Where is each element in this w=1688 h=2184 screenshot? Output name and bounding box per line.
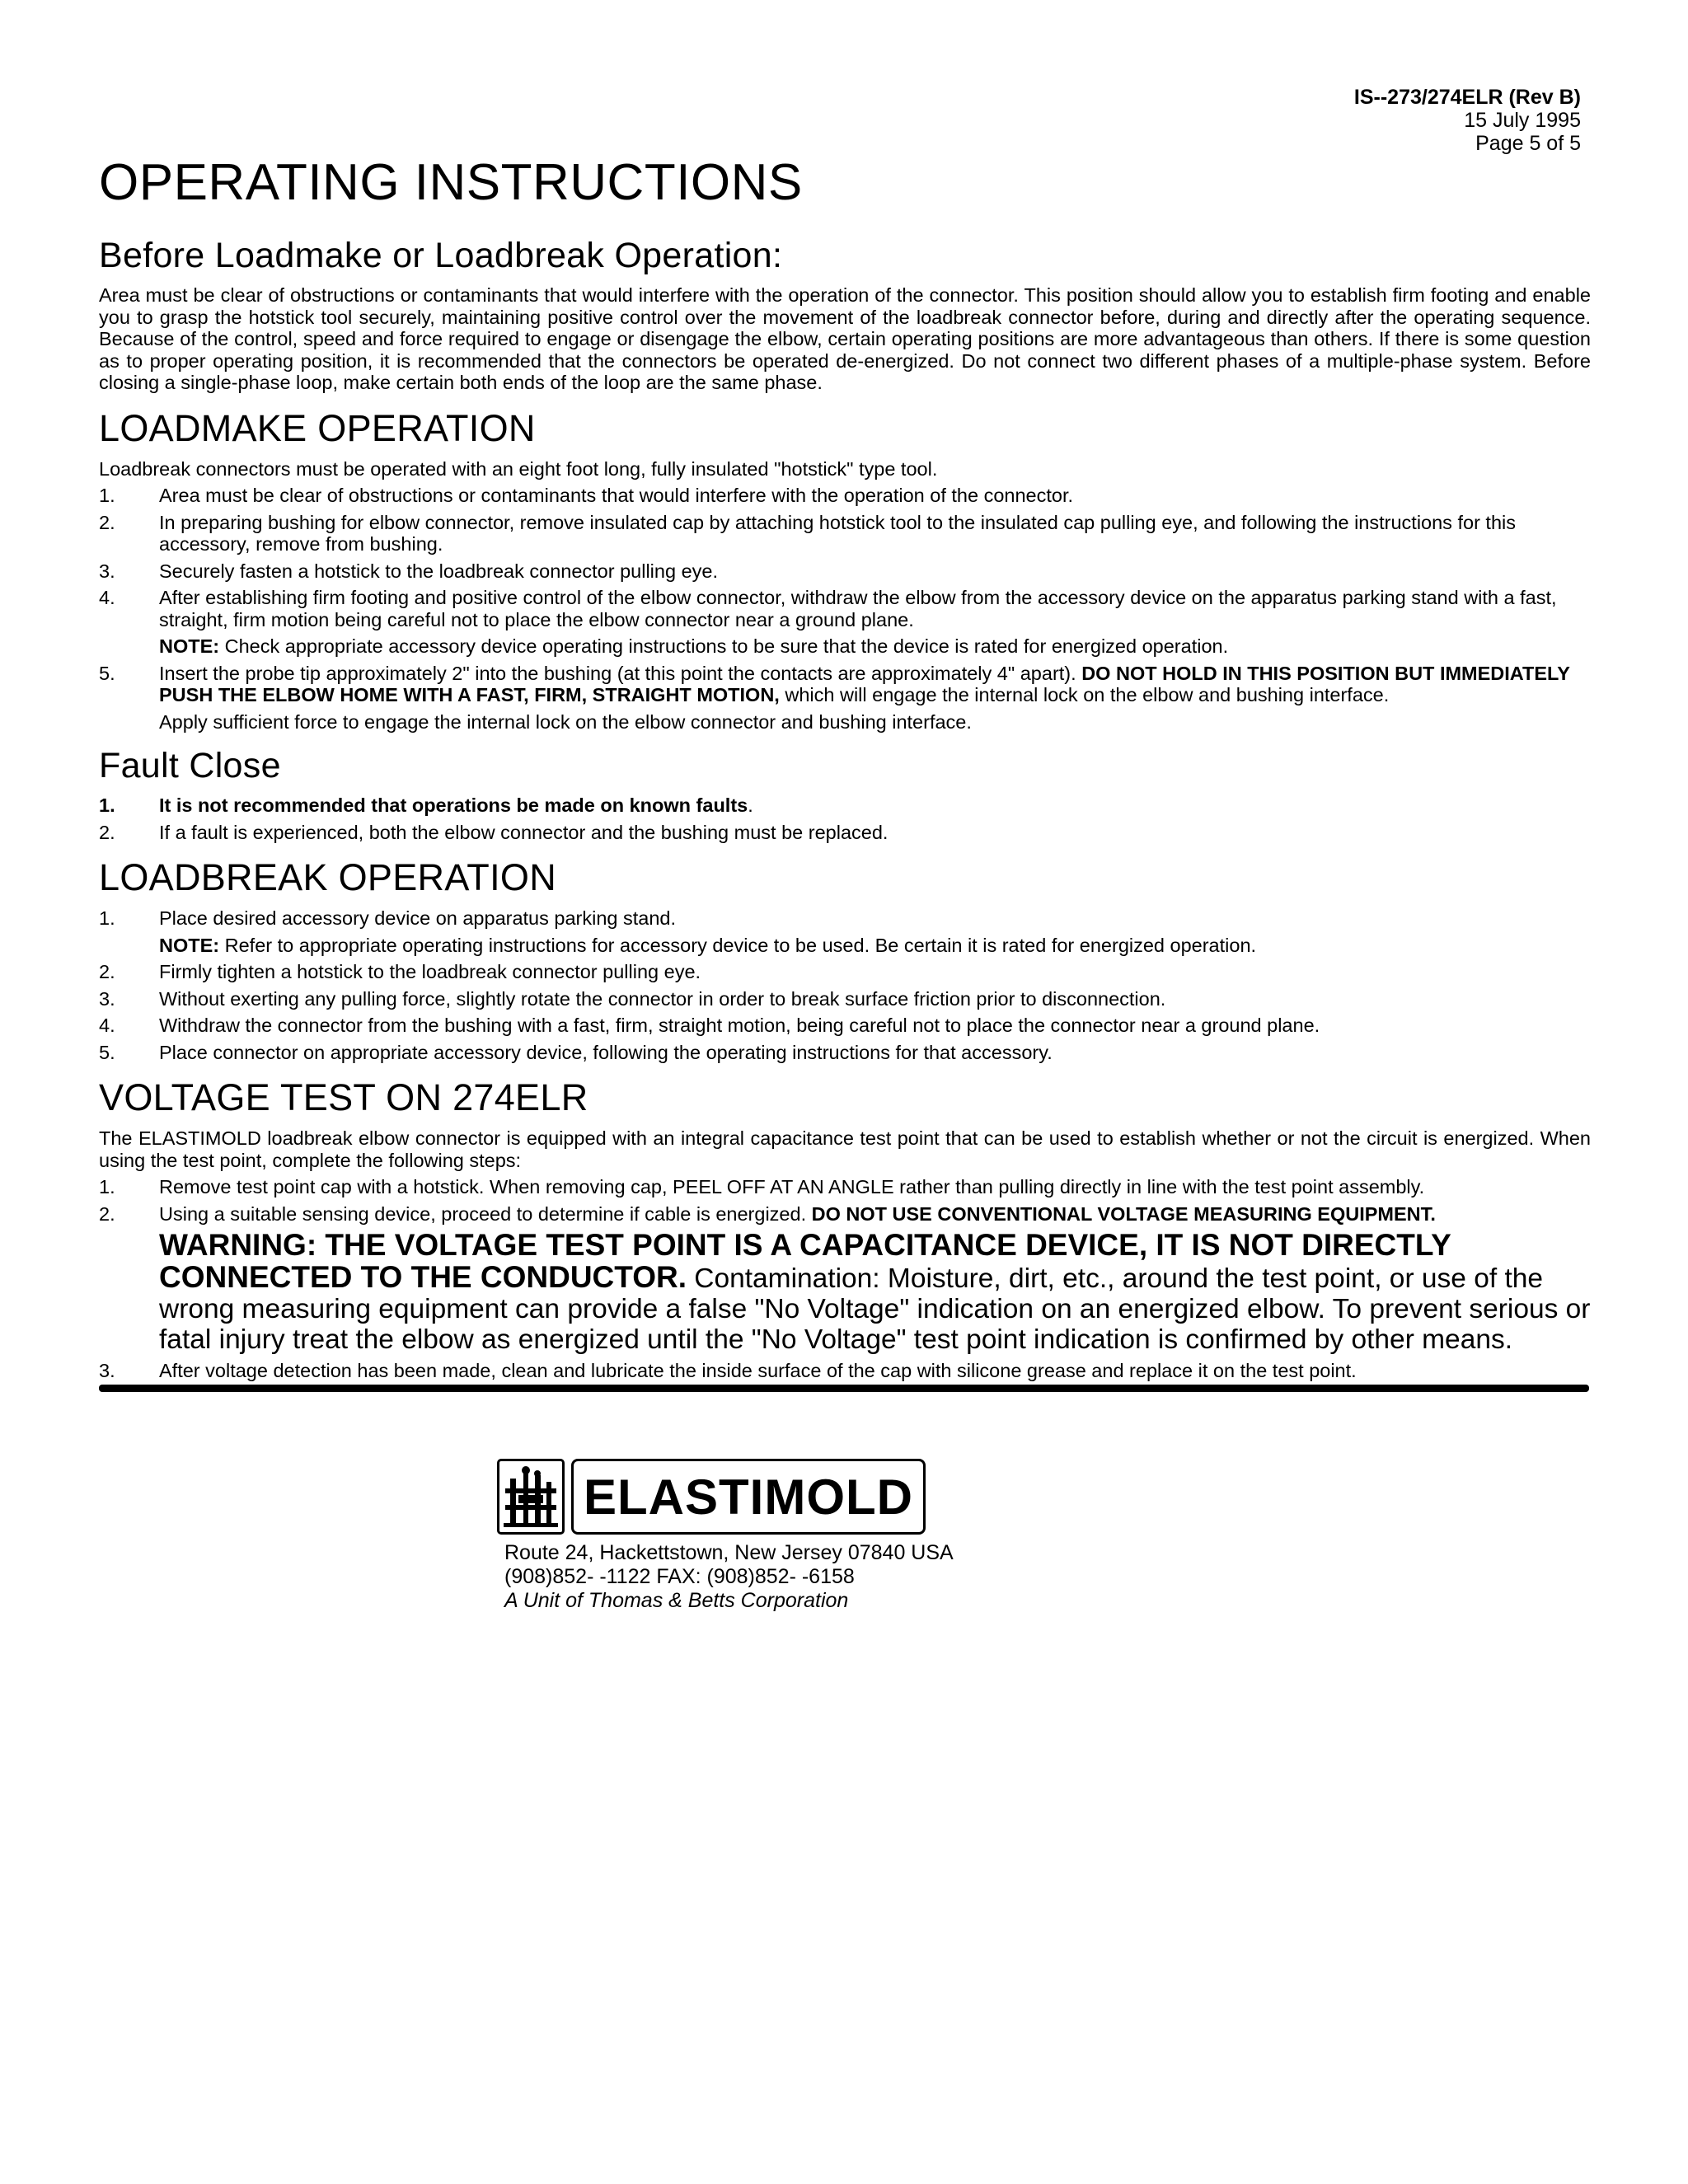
address-line: Route 24, Hackettstown, New Jersey 07840 USA	[504, 1541, 954, 1564]
elastimold-logo	[497, 1459, 926, 1535]
list-item: 1. It is not recommended that operations be made on known faults.	[99, 794, 753, 816]
list-item: 1. Place desired accessory device on apparatus parking stand.	[99, 907, 677, 929]
logo-wordmark: ELASTIMOLD	[571, 1459, 926, 1535]
list-item: 3. Without exerting any pulling force, slightly rotate the connector in order to break surface friction prior to disconnection.	[99, 987, 1166, 1010]
document-date: 15 July 1995	[1464, 109, 1581, 132]
voltage-heading: VOLTAGE TEST ON 274ELR	[99, 1076, 588, 1118]
list-item: 2. If a fault is experienced, both the elbow connector and the bushing must be replaced.	[99, 821, 889, 843]
list-item: 2. Firmly tighten a hotstick to the loadbreak connector pulling eye.	[99, 961, 701, 982]
list-item: 3. After voltage detection has been made, clean and lubricate the inside surface of the cap with silicone grease and replace it on the test point.	[99, 1360, 1357, 1381]
parent-company: A Unit of Thomas & Betts Corporation	[504, 1589, 849, 1612]
list-item: 5. Place connector on appropriate accessory device, following the operating instructions for that accessory.	[99, 1041, 1053, 1063]
phone-fax: (908)852- -1122 FAX: (908)852- -6158	[504, 1565, 855, 1588]
list-item: 2. In preparing bushing for elbow connector, remove insulated cap by attaching hotstick tool to the insulated cap pulling eye, and following the instructions for this accessory, remove from bushing.	[99, 511, 1516, 555]
list-item: 5. Insert the probe tip approximately 2" into the bushing (at this point the contacts are approximately 4" apart). DO NOT HOLD IN THIS POSITION BUT IMMEDIATELY PUSH THE ELBOW HOME WITH A FAST, FIRM, STRAIGHT MOTION, which will engage the internal lock on the elbow and bushing interface.	[99, 662, 1570, 705]
loadbreak-heading: LOADBREAK OPERATION	[99, 856, 556, 898]
loadmake-heading: LOADMAKE OPERATION	[99, 406, 536, 449]
company-address	[504, 1541, 954, 1613]
list-item: 1. Area must be clear of obstructions or contaminants that would interfere with the operation of the connector.	[99, 485, 1074, 506]
page-title: OPERATING INSTRUCTIONS	[99, 154, 803, 211]
loadmake-warning-bold: DO NOT HOLD IN THIS POSITION BUT IMMEDIATELY PUSH THE ELBOW HOME WITH A FAST, FIRM, STRAIGHT MOTION,	[159, 662, 1570, 705]
list-item: 4. Withdraw the connector from the bushing with a fast, firm, straight motion, being careful not to place the connector near a ground plane.	[99, 1015, 1320, 1036]
list-item: 1. Remove test point cap with a hotstick. When removing cap, PEEL OFF AT AN ANGLE rather than pulling directly in line with the test point assembly.	[99, 1176, 1425, 1197]
loadbreak-note: NOTE: Refer to appropriate operating instructions for accessory device to be used. Be certain it is rated for energized operation.	[159, 934, 1257, 956]
loadmake-intro: Loadbreak connectors must be operated with an eight foot long, fully insulated "hotstick" type tool.	[99, 457, 938, 480]
list-item: 2. Using a suitable sensing device, proceed to determine if cable is energized. DO NOT USE CONVENTIONAL VOLTAGE MEASURING EQUIPMENT.	[99, 1202, 1436, 1225]
fault-heading: Fault Close	[99, 746, 281, 785]
document-id: IS--273/274ELR (Rev B)	[1353, 86, 1581, 109]
voltage-warning: WARNING: THE VOLTAGE TEST POINT IS A CAPACITANCE DEVICE, IT IS NOT DIRECTLY CONNECTED TO THE CONDUCTOR. Contamination: Moisture, dirt, etc., around the test point, or use of the wrong measuring equipment can provide a false "No Voltage" indication on an energized elbow. To prevent serious or fatal injury treat the elbow as energized until the "No Voltage" test point indication is confirmed by other means.	[159, 1228, 1591, 1355]
before-heading: Before Loadmake or Loadbreak Operation:	[99, 236, 783, 275]
page-number: Page 5 of 5	[1475, 132, 1581, 155]
substation-icon	[497, 1459, 565, 1535]
document-body	[99, 236, 1591, 1387]
list-item: 4. After establishing firm footing and positive control of the elbow connector, withdraw the elbow from the accessory device on the apparatus parking stand with a fast, straight, firm motion being careful not to place the elbow connector near a ground plane.	[99, 587, 1557, 630]
divider-rule	[99, 1385, 1589, 1392]
loadmake-apply-note: Apply sufficient force to engage the internal lock on the elbow connector and bushing interface.	[159, 710, 972, 733]
document-header	[1354, 86, 1581, 155]
before-text: Area must be clear of obstructions or contaminants that would interfere with the operation of the connector. This position should allow you to establish firm footing and enable you to grasp the hotstick tool securely, maintaining positive control over the movement of the loadbreak connector before, during and directly after the operating sequence. Because of the control, speed and force required to engage or disengage the elbow, certain operating positions are more advantageous than others. If there is some question as to proper operating position, it is recommended that the connectors be operated de-energized. Do not connect two different phases of a multiple-phase system. Before closing a single-phase loop, make certain both ends of the loop are the same phase.	[99, 284, 1591, 393]
loadmake-list	[99, 485, 1591, 733]
loadmake-note: NOTE: Check appropriate accessory device operating instructions to be sure that the device is rated for energized operation.	[159, 635, 1229, 657]
voltage-intro: The ELASTIMOLD loadbreak elbow connector is equipped with an integral capacitance test point that can be used to establish whether or not the circuit is energized. When using the test point, complete the following steps:	[99, 1127, 1591, 1171]
list-item: 3. Securely fasten a hotstick to the loadbreak connector pulling eye.	[99, 560, 718, 582]
